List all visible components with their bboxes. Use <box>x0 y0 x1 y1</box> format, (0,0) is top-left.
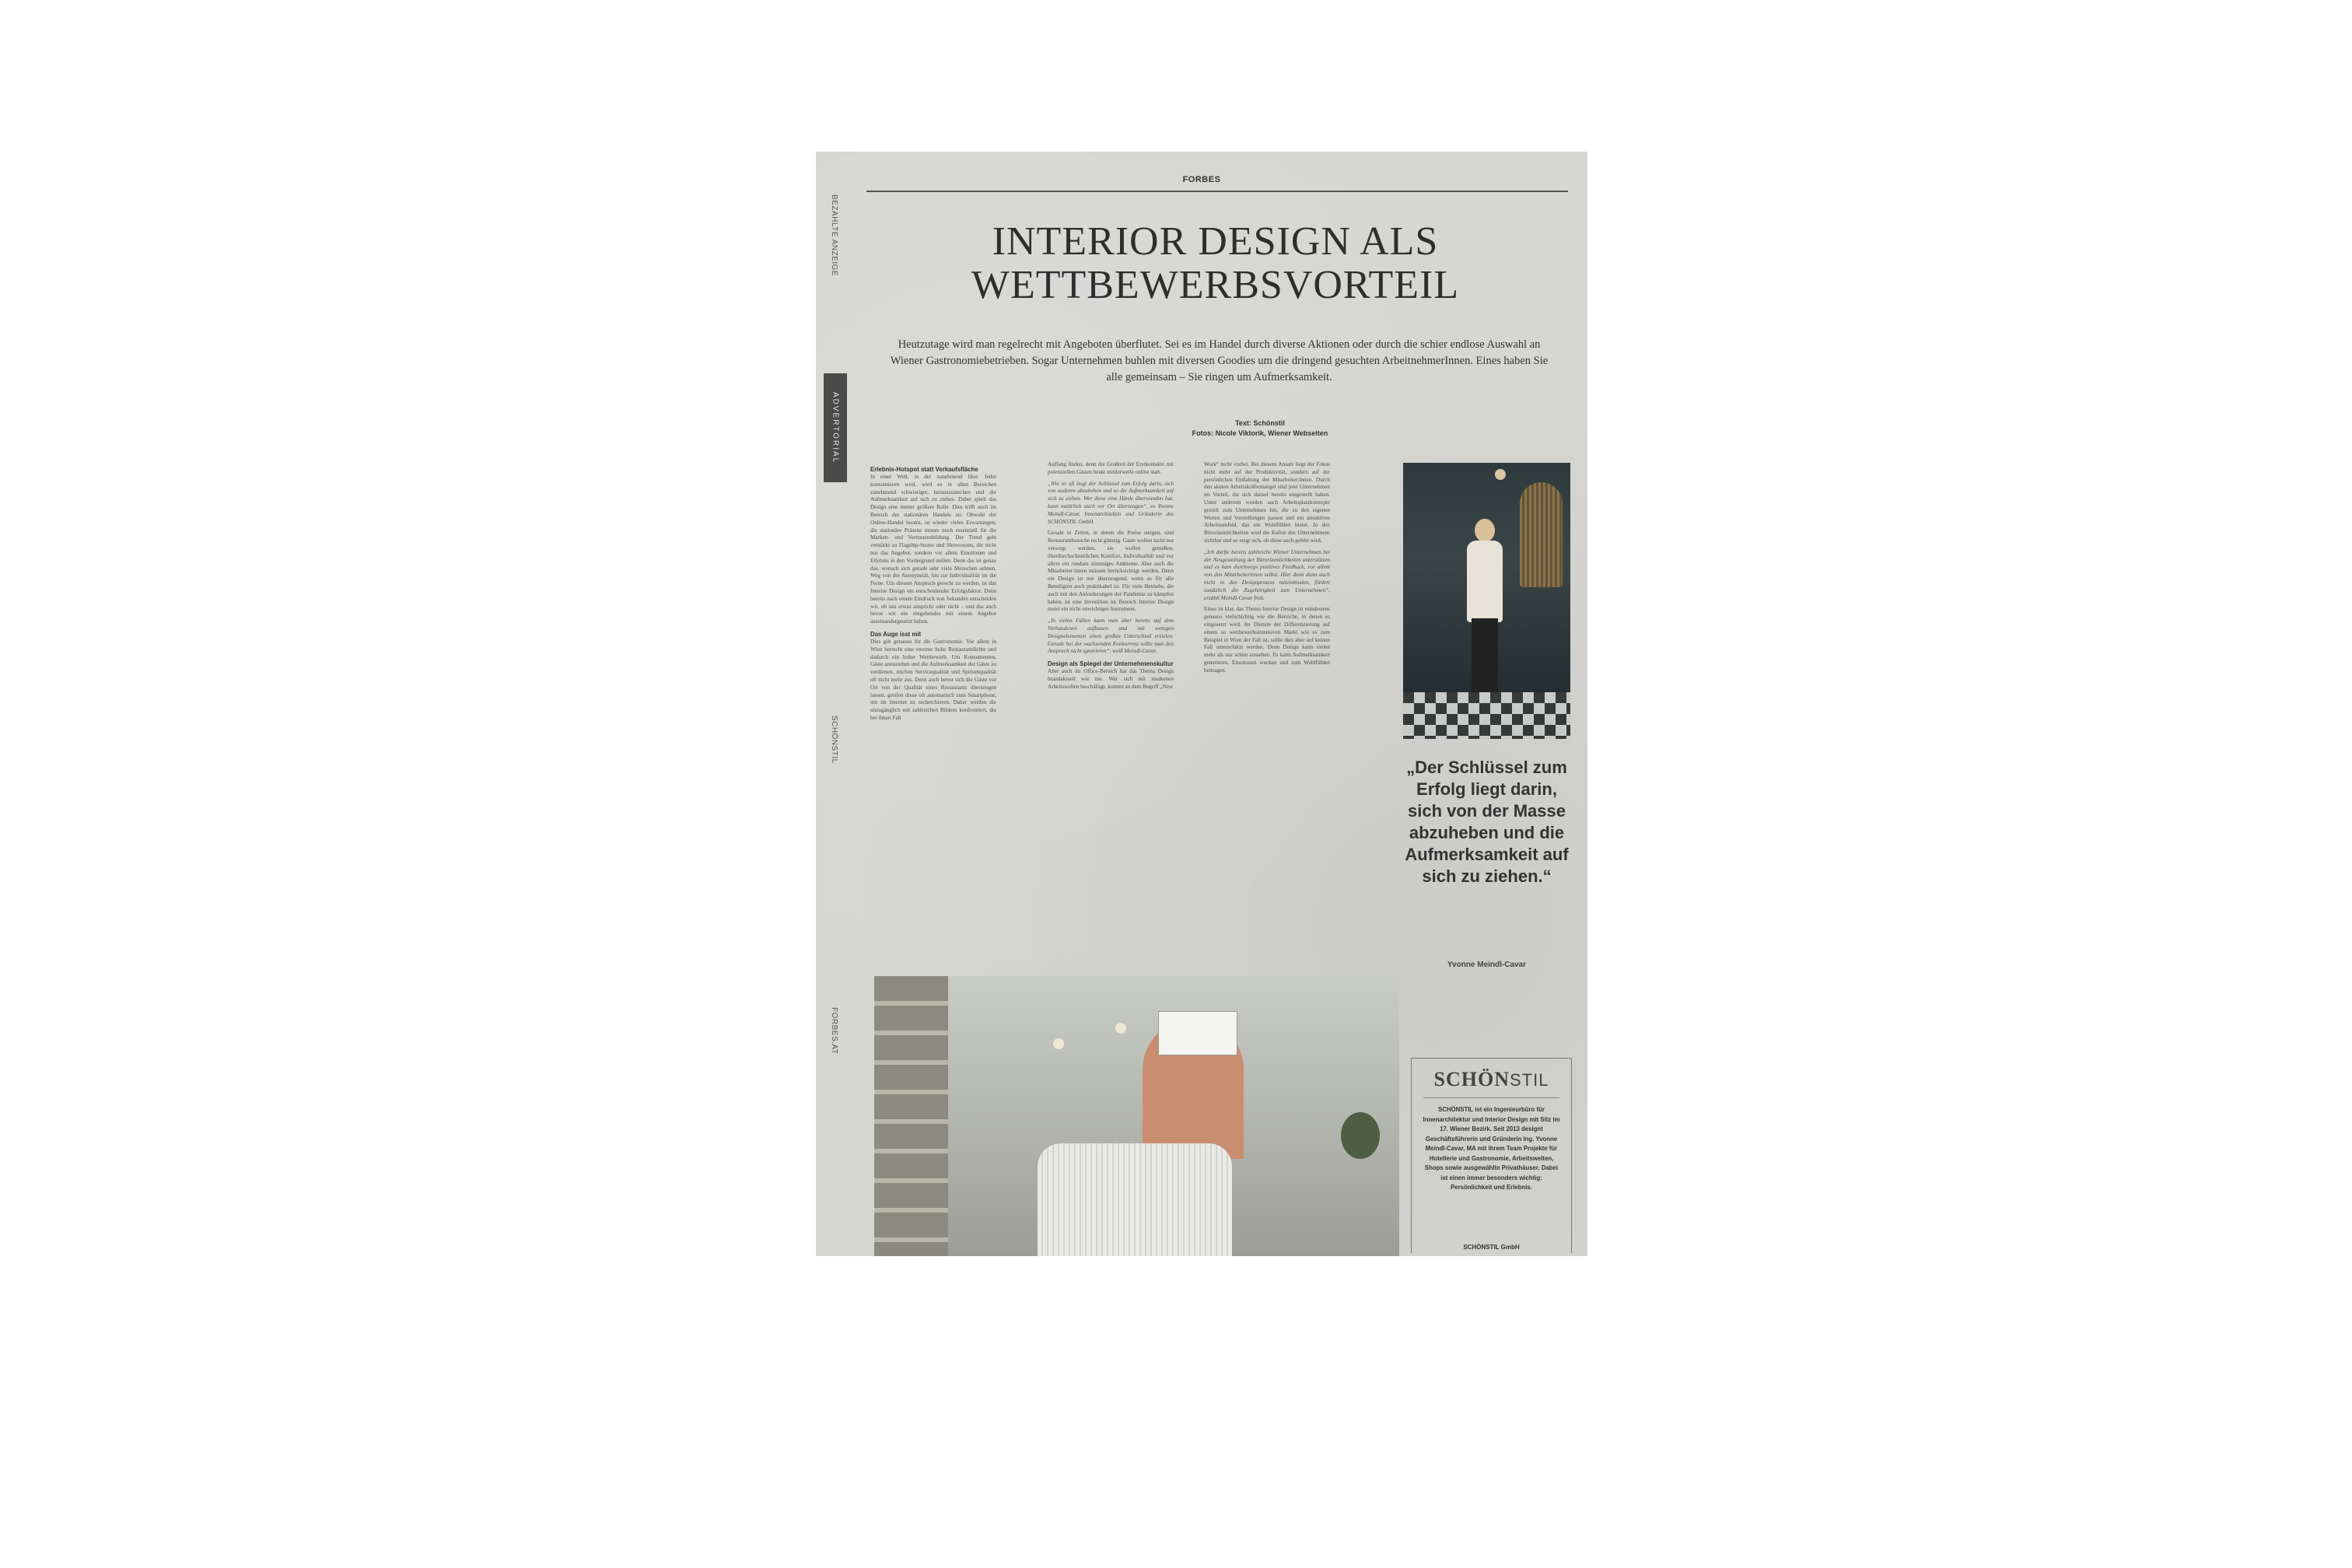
article-column-2 <box>1048 461 1174 959</box>
article-column-3 <box>1204 461 1330 959</box>
pendant-lamp-shape <box>1115 1023 1126 1034</box>
article-lead: Heutzutage wird man regelrecht mit Angeboten überflutet. Sei es im Handel durch diverse Aktionen oder durch die schier endlose Auswahl an Wiener Gastronomiebetrieben. Sogar Unternehmen buhlen mit diversen Goodies um die dringend gesuchten ArbeitnehmerInnen. Eines haben Sie alle gemeinsam – Sie ringen um Aufmerksamkeit. <box>890 338 1549 383</box>
company-info-box <box>1411 1058 1572 1253</box>
side-brand: SCHÖNSTIL <box>830 716 838 764</box>
side-web: FORBES.AT <box>830 1007 838 1055</box>
magazine-name: FORBES <box>1182 175 1221 184</box>
checkered-floor-shape <box>1403 692 1570 739</box>
subheading: Erlebnis-Hotspot statt Verkaufsfläche <box>870 466 978 473</box>
article-column-1 <box>870 461 996 959</box>
advertorial-tag: ADVERTORIAL <box>824 373 847 482</box>
rattan-mirror-shape <box>1520 482 1563 587</box>
paragraph: Aber auch im Office-Bereich hat das Thema Design brandaktuell wie nie. Wer sich mit modernen Arbeitswelten beschäftigt, kommt an dem Begriff „New <box>1048 668 1174 690</box>
paragraph: Eines ist klar, das Thema Interior Design ist mindestens genauso vielschichtig wie die Bereiche, in denen es eingesetzt wird. Im Dienste der Differenzierung auf einem so wettbewerbsintensiven Markt wie es zum Beispiel in Wien der Fall ist, sollte dies aber auf keinen Fall unterschätzt werden. Denn Design kann vielen mehr als nur schön aussehen. Es kann Aufmerksamkeit generieren, Emotionen wecken und zum Wohlfühlen beitragen. <box>1204 606 1330 674</box>
paragraph: Auffang finden, denn die Großteil der Erstkontakte mit potenziellen Gästen heute mittlerweile online statt. <box>1048 461 1174 475</box>
article-title: INTERIOR DESIGN ALS WETTBEWERBSVORTEIL <box>971 219 1460 307</box>
pull-quote: „Der Schlüssel zum Erfolg liegt darin, sich von der Masse abzuheben und die Aufmerksamkeit auf sich zu ziehen.“ <box>1405 758 1569 886</box>
paragraph: Gerade in Zeiten, in denen die Preise steigen, sind Restaurantbesuche nicht günstig. Gäste wollen nicht nur versorgt werden, sie wollen genießen, überdurchschnittlichen Komfort, Individualität und vor allem ein rundum stimmiges Ambiente. Aber auch die Mitarbeiter:innen müssen berücksichtigt werden. Denn ein Design ist nur überzeugend, wenn es für alle Beteiligten auch praktikabel ist. Für viele Betriebe, die auch mit den Anforderungen der Pandemie zu kämpfen haben, ist eine Investition im Bereich Interior Design meist ein nicht unwichtiges Instrument. <box>1048 530 1174 613</box>
paragraph: In einer Welt, in der zunehmend Hier. Jeder konsumieren wird, wird es in allen Bereichen zunehmend schwieriger, herauszustechen und die Aufmerksamkeit auf sich zu ziehen. Dabei spielt das Design eine immer größere Rolle. Dies trifft auch im Bereich der stationären Handels zu: Obwohl der Online-Handel boomt, ist wieder vieles Erwartungen, die stationäre Präsenz immer noch essenziell für die Marken- und Vertrauensbildung. Der Trend geht verstärkt zu Flagship-Stores und Showrooms, die nicht nur das Angebot, sondern vor allem Emotionen und Erlebnis in den Vordergrund stellen. Denn das ist genau das, wonach sich gerade sehr viele Menschen sehnen. Weg von der Anonymität, hin zur Individualität im die Ferne. Um diesem Anspruch gerecht zu werden, ist das Interior Design ein entscheidender Erfolgsfaktor. Denn bereits nach einem Eindruck von Sekunden entscheiden wir, ob uns etwas anspricht oder nicht – und das auch bevor wir ein eingehendes mit einem Angebot auseinandergesetzt haben. <box>870 474 996 625</box>
subheading: Das Auge isst mit <box>870 630 922 638</box>
header-rule <box>866 191 1568 192</box>
plant-shape <box>1341 1112 1380 1159</box>
quote-paragraph: „Ich durfte bereits zahlreiche Wiener Unternehmen bei der Neugestaltung der Büroräumlichkeiten unterstützen und es kam durchwegs positives Feedback, vor allem von den Mitarbeiterinnen selbst. Hier denn dann auch nicht in den Designprozess miteinbinden, fördert zusätzlich die Zugehörigkeit zum Unternehmen“, erzählt Meindl-Cavar froh. <box>1204 548 1330 601</box>
company-description: SCHÖNSTIL ist ein Ingenieurbüro für Innenarchitektur und Interior Design mit Sitz im 17. Wiener Bezirk. Seit 2013 designt Geschäftsführerin und Gründerin Ing. Yvonne Meindl-Cavar, MA mit ihrem Team Projekte für Hotellerie und Gastronomie, Arbeitswelten, Shops sowie ausgewählte Privathäuser. Dabei ist einen immer besonders wichtig: Persönlichkeit und Erlebnis. <box>1423 1106 1560 1191</box>
person-legs-shape <box>1472 618 1498 692</box>
counter-shape <box>1038 1143 1232 1256</box>
photo-credit: Fotos: Nicole Viktorik, Wiener Webseiten <box>1192 429 1328 437</box>
logo-part-light: STIL <box>1510 1070 1549 1090</box>
lamp-shape <box>1495 469 1506 480</box>
shelf-shape <box>874 976 948 1256</box>
text-credit: Text: Schönstil <box>1235 419 1285 427</box>
pull-quote-author: Yvonne Meindl-Cavar <box>1447 961 1527 969</box>
magazine-page <box>816 152 1587 1256</box>
pendant-lamp-shape <box>1053 1038 1064 1049</box>
company-name: SCHÖNSTIL GmbH <box>1463 1244 1520 1251</box>
side-notice: BEZAHLTE ANZEIGE <box>830 194 838 277</box>
person-head-shape <box>1475 519 1495 542</box>
quote-paragraph: „Wie so oft liegt der Schlüssel zum Erfolg darin, sich von anderen abzuheben und so die Aufmerksamkeit auf sich zu ziehen. Wer diese eine Hürde überwunden hat, kann natürlich auch vor Ort überzeugen“, so Yvonne Meindl-Cavar, Innenarchitektin und Gründerin des SCHÖNSTIL GmbH. <box>1048 480 1174 525</box>
person-body-shape <box>1467 541 1503 622</box>
company-logo <box>1412 1068 1571 1091</box>
paragraph: Dies gilt genauso für die Gastronomie. Vor allem in Wien herrscht eine enorme hohe Restaurantdichte und dadurch ein hoher Wettbewerb. Um Konsumenten, Gäste anzuziehen und die Aufmerksamkeit der Gäste zu verdienen, reichen Servicequalität und Speisenqualität oft nicht mehr aus. Denn auch bevor sich die Gäste vor Ort von der Qualität eines Restaurants überzeugen lassen, greifen diese oft automatisch zum Smartphone, um im Internet zu recherchieren. Daher werden die unzugänglich mit zahlreichen Bildern konfrontiert, die bei ihnen Fall <box>870 638 996 721</box>
menu-sign-shape <box>1158 1011 1237 1055</box>
subheading: Design als Spiegel der Unternehmenskultur <box>1048 660 1174 668</box>
logo-rule <box>1423 1097 1559 1098</box>
portrait-photo <box>1403 463 1570 739</box>
cafe-interior-photo <box>874 976 1399 1256</box>
quote-paragraph: „In vielen Fällen kann man aber bereits auf dem Vorhandenen aufbauen und mit wenigen Designelementen einen großen Unterschied erzielen. Gerade bei der wachsenden Konkurrenz sollte man den Anspruch nicht ignorieren“, weiß Meindl-Cavar. <box>1048 618 1174 655</box>
paragraph: Work“ nicht vorbei. Bei diesem Ansatz liegt der Fokus nicht mehr auf der Produktivität, sondern auf der persönlichen Entfaltung der Mitarbeiter:innen. Durch den akuten Arbeitskräftemangel sind jene Unternehmen im Vorteil, die sich darauf bereits eingestellt haben. Unter anderem wurden auch Arbeitsplatzkonzepte gezielt zum Unternehmen hin, die zu den eigenen Werten und Vorstellungen passen und ein attraktives Arbeitsumfeld, das ein Wohlfühlen bietet. In den Büroräumlichkeiten wird die Kultur des Unternehmens sichtbar und so zeigt sich, ob diese auch gelebt wird. <box>1204 461 1330 544</box>
logo-part-bold: SCHÖN <box>1433 1068 1510 1090</box>
article-credits <box>1010 418 1510 439</box>
